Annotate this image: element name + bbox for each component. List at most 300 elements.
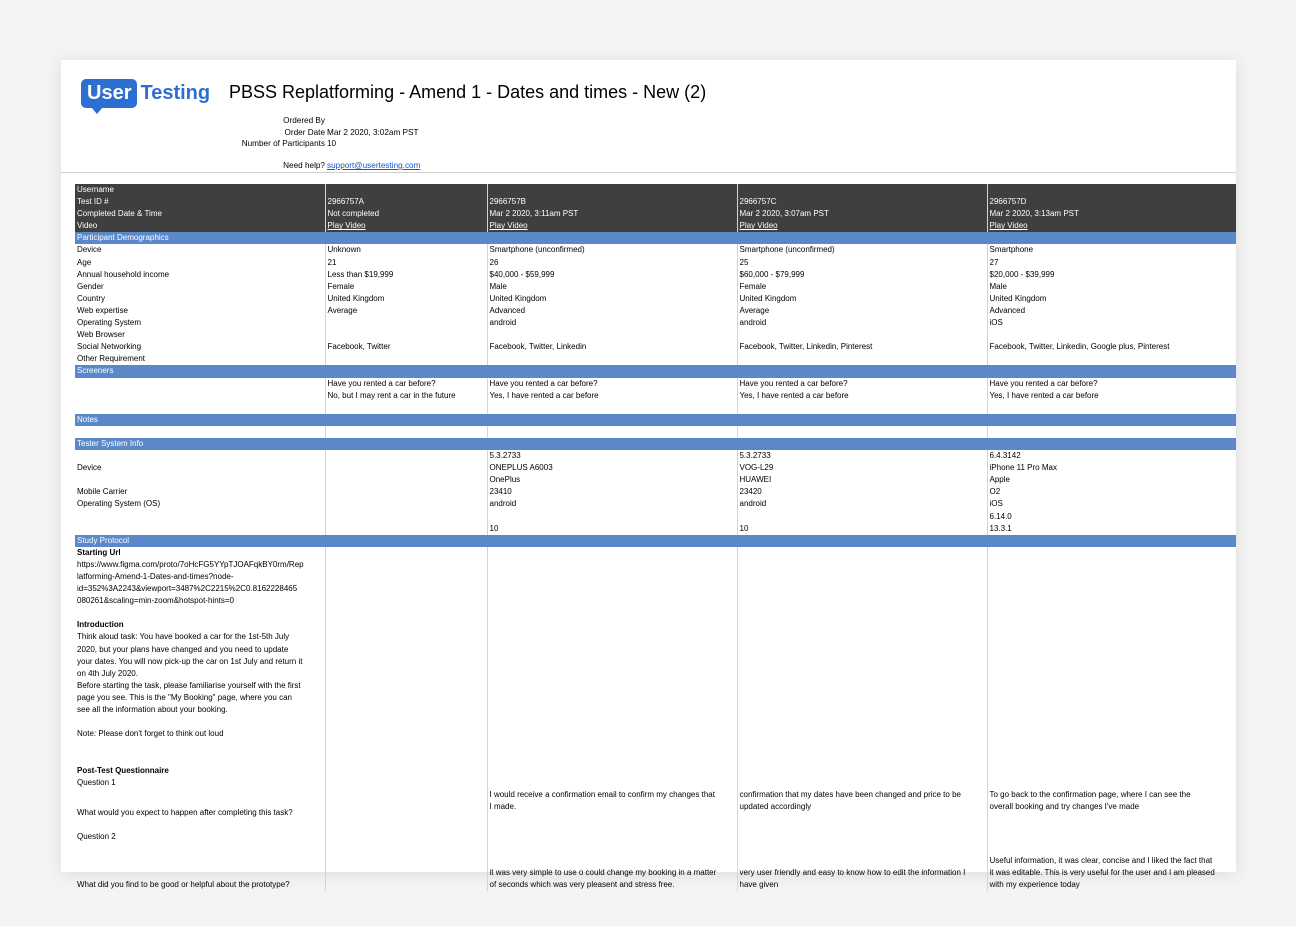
system-value: ONEPLUS A6003 (489, 463, 553, 473)
demographic-value (737, 257, 987, 269)
demographic-label (75, 329, 325, 341)
table-cell (325, 668, 487, 680)
table-cell (487, 426, 737, 438)
table-cell (487, 656, 737, 668)
demographic-value: Facebook, Twitter, Linkedin, Pinterest (739, 342, 873, 352)
username-label (75, 184, 325, 196)
protocol-row (75, 728, 1236, 740)
q2-answer (737, 855, 987, 891)
table-cell (987, 716, 1236, 728)
system-label (75, 474, 325, 486)
table-cell (325, 631, 487, 643)
system-value (737, 498, 987, 510)
question-1-label (75, 777, 325, 789)
demographic-value (987, 329, 1236, 341)
system-label (75, 486, 325, 498)
demographic-value: Male (989, 281, 1007, 291)
section-row (75, 414, 1236, 426)
table-cell (487, 571, 737, 583)
system-value (325, 450, 487, 462)
intro-line: 2020, but your plans have changed and you need to update (77, 644, 289, 654)
system-value (987, 462, 1236, 474)
table-cell (487, 595, 737, 607)
intro-line (75, 680, 325, 692)
system-value: android (489, 499, 517, 509)
demographic-label (75, 353, 325, 365)
demographic-value (487, 281, 737, 293)
test-id (487, 196, 737, 208)
demographic-row (75, 329, 1236, 341)
intro-line (75, 656, 325, 668)
section-screeners: Screeners (77, 366, 114, 376)
intro-line: your dates. You will now pick-up the car on 1st July and return it (77, 656, 303, 666)
demographic-label: Age (77, 257, 92, 267)
cell-line: very user friendly and easy to know how to edit the information I (739, 868, 966, 878)
table-cell (487, 668, 737, 680)
table-cell[interactable] (487, 220, 737, 232)
system-row (75, 511, 1236, 523)
demographic-value (325, 317, 487, 329)
protocol-row (75, 777, 1236, 789)
cell-line: confirmation that my dates have been changed and price to be (739, 789, 961, 799)
intro-line (75, 704, 325, 716)
cell-line: updated accordingly (739, 801, 812, 811)
demographic-value: $40,000 - $59,999 (489, 269, 555, 279)
table-cell (987, 680, 1236, 692)
table-cell (75, 819, 325, 831)
table-cell[interactable] (987, 220, 1236, 232)
demographic-value (325, 244, 487, 256)
demographic-value (737, 317, 987, 329)
intro-line: page you see. This is the "My Booking" page, where you can (77, 692, 292, 702)
test-id-label: Test ID # (77, 197, 109, 207)
system-label (75, 498, 325, 510)
question-1-row (75, 789, 1236, 819)
table-cell (325, 716, 487, 728)
system-value (487, 511, 737, 523)
table-cell[interactable] (737, 220, 987, 232)
demographic-row (75, 317, 1236, 329)
table-cell (737, 644, 987, 656)
demographic-value: Smartphone (unconfirmed) (739, 245, 835, 255)
table-cell (737, 740, 987, 752)
table-cell (325, 692, 487, 704)
system-value (487, 474, 737, 486)
table-cell (987, 583, 1236, 595)
intro-heading (75, 619, 325, 631)
system-label (75, 523, 325, 535)
play-video-link[interactable]: Play Video (327, 221, 366, 231)
question-2-text: What did you find to be good or helpful about the prototype? (77, 880, 290, 890)
ordered-by-label: Ordered By (283, 116, 325, 125)
table-cell (487, 728, 737, 740)
system-value (325, 523, 487, 535)
test-id-label (75, 196, 325, 208)
q2-answer (487, 855, 737, 891)
demographic-label: Device (77, 245, 102, 255)
table-cell (987, 728, 1236, 740)
demographic-value: 21 (327, 257, 337, 267)
screener-answer: Yes, I have rented a car before (489, 390, 599, 400)
system-row (75, 450, 1236, 462)
system-value (987, 474, 1236, 486)
screener-question: Have you rented a car before? (989, 378, 1098, 388)
intro-line: Think aloud task: You have booked a car for the 1st-5th July (77, 632, 290, 642)
table-cell (75, 390, 325, 402)
section-row (75, 438, 1236, 450)
completed-date (325, 208, 487, 220)
section-screeners (75, 365, 1236, 377)
order-date-value: Mar 2 2020, 3:02am PST (327, 128, 419, 137)
table-cell (325, 595, 487, 607)
test-id: 2966757B (489, 197, 526, 207)
table-cell (987, 819, 1236, 831)
demographic-value: Smartphone (989, 245, 1034, 255)
table-cell (325, 547, 487, 559)
demographic-label (75, 281, 325, 293)
demographic-label: Other Requirement (77, 354, 146, 364)
table-cell (487, 740, 737, 752)
table-cell (987, 777, 1236, 789)
table-cell (987, 559, 1236, 571)
table-cell (737, 547, 987, 559)
table-cell[interactable] (325, 220, 487, 232)
completed-date (987, 208, 1236, 220)
think-aloud-note: Note: Please don't forget to think out loud (77, 729, 224, 739)
demographic-value: Female (327, 281, 355, 291)
table-cell (987, 631, 1236, 643)
system-value: 10 (739, 523, 749, 533)
demographic-value: Male (489, 281, 507, 291)
screener-question (487, 378, 737, 390)
system-label: Operating System (OS) (77, 499, 161, 509)
spacer-row (75, 752, 1236, 764)
table-cell (737, 656, 987, 668)
system-value: 23420 (739, 487, 762, 497)
protocol-row (75, 680, 1236, 692)
demographic-value: Advanced (489, 305, 526, 315)
header-row-username (75, 184, 1236, 196)
demographic-label: Country (77, 293, 106, 303)
demographic-value (325, 329, 487, 341)
system-value (325, 486, 487, 498)
demographic-row (75, 257, 1236, 269)
system-value: Apple (989, 475, 1010, 485)
table-cell (737, 631, 987, 643)
demographic-value: United Kingdom (739, 293, 797, 303)
demographic-value: Facebook, Twitter, Linkedin, Google plus, Pinterest (989, 342, 1170, 352)
question-1-text: What would you expect to happen after completing this task? (77, 807, 293, 817)
table-cell (75, 716, 325, 728)
test-id: 2966757A (327, 197, 364, 207)
demographic-row (75, 341, 1236, 353)
system-value (987, 511, 1236, 523)
demographic-value (737, 281, 987, 293)
demographic-value: Unknown (327, 245, 361, 255)
table-cell (737, 777, 987, 789)
table-cell (487, 843, 737, 855)
table-cell (325, 402, 487, 414)
table-cell (987, 668, 1236, 680)
demographic-value (325, 353, 487, 365)
q2-answer (987, 855, 1236, 891)
table-cell (75, 378, 325, 390)
section-protocol: Study Protocol (77, 535, 130, 545)
table-cell (737, 752, 987, 764)
play-video-link[interactable]: Play Video (739, 221, 778, 231)
protocol-row (75, 571, 1236, 583)
demographic-value (987, 317, 1236, 329)
protocol-row (75, 668, 1236, 680)
cell-line: it was very simple to use o could change my booking in a matter (489, 868, 717, 878)
table-cell (325, 740, 487, 752)
demographic-value (487, 317, 737, 329)
table-cell (487, 777, 737, 789)
spacer-row (75, 740, 1236, 752)
demographic-value (737, 244, 987, 256)
system-row (75, 523, 1236, 535)
table-cell (737, 728, 987, 740)
system-row (75, 474, 1236, 486)
intro-line: see all the information about your booking. (77, 705, 228, 715)
demographic-value (325, 293, 487, 305)
demographic-label (75, 257, 325, 269)
screener-question: Have you rented a car before? (327, 378, 436, 388)
demographic-value (487, 269, 737, 281)
table-cell (987, 704, 1236, 716)
table-cell (737, 831, 987, 843)
table-cell (737, 426, 987, 438)
table-cell (987, 426, 1236, 438)
header-row-test-id (75, 196, 1236, 208)
starting-url-line: https://www.figma.com/proto/7oHcFG5YYpTJOAFqkBY0rm/Rep (77, 559, 304, 569)
system-value (487, 523, 737, 535)
report-title: PBSS Replatforming - Amend 1 - Dates and times - New (2) (229, 82, 707, 102)
support-email-link[interactable]: support@usertesting.com (327, 161, 421, 170)
demographic-label: Gender (77, 281, 104, 291)
usertesting-logo (81, 77, 210, 109)
demographic-value (325, 305, 487, 317)
system-value: 5.3.2733 (489, 451, 521, 461)
section-system: Tester System Info (77, 438, 144, 448)
system-value: 6.4.3142 (989, 451, 1021, 461)
username-label: Username (77, 185, 114, 194)
table-cell (987, 595, 1236, 607)
demographic-label (75, 293, 325, 305)
table-cell (325, 777, 487, 789)
table-cell (325, 607, 487, 619)
demographic-value: Advanced (989, 305, 1026, 315)
table-cell (737, 619, 987, 631)
completed-date: Not completed (327, 209, 380, 219)
completed-label (75, 208, 325, 220)
table-cell (487, 704, 737, 716)
table-cell (987, 619, 1236, 631)
intro-line (75, 631, 325, 643)
table-cell (75, 426, 325, 438)
starting-url-line (75, 583, 325, 595)
section-protocol (75, 535, 1236, 547)
play-video-link[interactable]: Play Video (989, 221, 1028, 231)
screener-question (737, 378, 987, 390)
system-value: 13.3.1 (989, 523, 1012, 533)
system-value: iPhone 11 Pro Max (989, 463, 1057, 473)
protocol-row (75, 692, 1236, 704)
system-value (987, 523, 1236, 535)
system-label (75, 462, 325, 474)
completed-label: Completed Date & Time (77, 209, 162, 219)
test-id (325, 196, 487, 208)
table-cell (987, 740, 1236, 752)
report-sheet (61, 60, 1236, 890)
demographic-value (325, 281, 487, 293)
table-cell (487, 402, 737, 414)
demographic-label: Web Browser (77, 330, 125, 340)
question-2-text (75, 855, 325, 891)
system-value: 10 (489, 523, 499, 533)
protocol-row (75, 704, 1236, 716)
table-cell (737, 819, 987, 831)
play-video-link[interactable]: Play Video (489, 221, 528, 231)
demographic-value (737, 293, 987, 305)
demographic-label (75, 341, 325, 353)
table-cell (75, 740, 325, 752)
test-id: 2966757D (989, 197, 1027, 207)
demographic-value: Facebook, Twitter (327, 342, 391, 352)
cell-line: I would receive a confirmation email to confirm my changes that (489, 789, 715, 799)
demographic-value: United Kingdom (989, 293, 1047, 303)
screener-answer: No, but I may rent a car in the future (327, 390, 456, 400)
demographic-value (987, 305, 1236, 317)
cell-line: it was editable. This is very useful for the user and I am pleased (989, 868, 1215, 878)
system-value (987, 450, 1236, 462)
results-table (75, 184, 1236, 891)
header-divider (61, 172, 1236, 173)
table-cell (987, 644, 1236, 656)
section-row (75, 365, 1236, 377)
screener-answer (737, 390, 987, 402)
demographic-value (325, 341, 487, 353)
table-cell (325, 644, 487, 656)
table-cell (75, 402, 325, 414)
screener-question: Have you rented a car before? (739, 378, 848, 388)
protocol-row (75, 765, 1236, 777)
table-cell (737, 692, 987, 704)
demographic-label: Social Networking (77, 342, 142, 352)
logo-testing-text: Testing (140, 82, 211, 104)
video-label: Video (77, 221, 98, 231)
table-cell (75, 607, 325, 619)
demographic-value: android (739, 318, 767, 328)
table-cell (487, 184, 737, 196)
section-demographics: Participant Demographics (77, 233, 169, 243)
table-cell (987, 184, 1236, 196)
system-label (75, 450, 325, 462)
logo-user-badge: User (81, 79, 137, 108)
section-system (75, 438, 1236, 450)
system-value: OnePlus (489, 475, 521, 485)
system-value (325, 462, 487, 474)
demographic-row (75, 293, 1236, 305)
table-cell (737, 184, 987, 196)
header-row-completed (75, 208, 1236, 220)
starting-url-line (75, 559, 325, 571)
table-cell (737, 680, 987, 692)
demographic-row (75, 353, 1236, 365)
test-id: 2966757C (739, 197, 777, 207)
screener-answer (987, 390, 1236, 402)
post-test-heading (75, 765, 325, 777)
demographic-label (75, 244, 325, 256)
demographic-value: $20,000 - $39,999 (989, 269, 1055, 279)
starting-url-line: id=352%3A2243&viewport=3487%2C2215%2C0.8162228465 (77, 584, 298, 594)
table-cell (75, 752, 325, 764)
table-cell (75, 843, 325, 855)
table-cell (737, 402, 987, 414)
table-cell (737, 571, 987, 583)
demographic-label (75, 317, 325, 329)
table-cell (987, 692, 1236, 704)
protocol-row (75, 644, 1236, 656)
demographic-label: Annual household income (77, 269, 170, 279)
spacer-row (75, 843, 1236, 855)
spacer-row (75, 402, 1236, 414)
demographic-value (987, 281, 1236, 293)
demographic-value: Facebook, Twitter, Linkedin (489, 342, 587, 352)
demographic-value: United Kingdom (489, 293, 547, 303)
screener-question: Have you rented a car before? (489, 378, 598, 388)
system-value (325, 498, 487, 510)
system-value: 23410 (489, 487, 512, 497)
table-cell (325, 819, 487, 831)
completed-date (487, 208, 737, 220)
test-id (987, 196, 1236, 208)
demographic-value (737, 269, 987, 281)
help-label: Need help? (283, 161, 325, 170)
table-cell (325, 765, 487, 777)
table-cell (487, 607, 737, 619)
protocol-row (75, 583, 1236, 595)
table-cell (737, 595, 987, 607)
table-cell (487, 819, 737, 831)
table-cell (325, 619, 487, 631)
table-cell (737, 716, 987, 728)
question-1-text (75, 789, 325, 819)
table-cell (487, 831, 737, 843)
table-cell (987, 843, 1236, 855)
system-value: 6.14.0 (989, 511, 1012, 521)
system-value: O2 (989, 487, 1001, 497)
table-cell (325, 752, 487, 764)
question-2-row (75, 855, 1236, 891)
cell-line: have given (739, 880, 779, 890)
spacer-row (75, 819, 1236, 831)
table-cell (987, 571, 1236, 583)
cell-line: To go back to the confirmation page, where I can see the (989, 789, 1191, 799)
table-cell (325, 426, 487, 438)
cell-line: Useful information, it was clear, concise and I liked the fact that (989, 855, 1213, 865)
demographic-value: Female (739, 281, 767, 291)
demographic-value (487, 353, 737, 365)
spacer-row (75, 716, 1236, 728)
protocol-row (75, 595, 1236, 607)
demographic-value: 27 (989, 257, 999, 267)
intro-line (75, 692, 325, 704)
demographic-value (325, 257, 487, 269)
spacer-row (75, 607, 1236, 619)
demographic-row (75, 305, 1236, 317)
screener-answer: Yes, I have rented a car before (989, 390, 1099, 400)
